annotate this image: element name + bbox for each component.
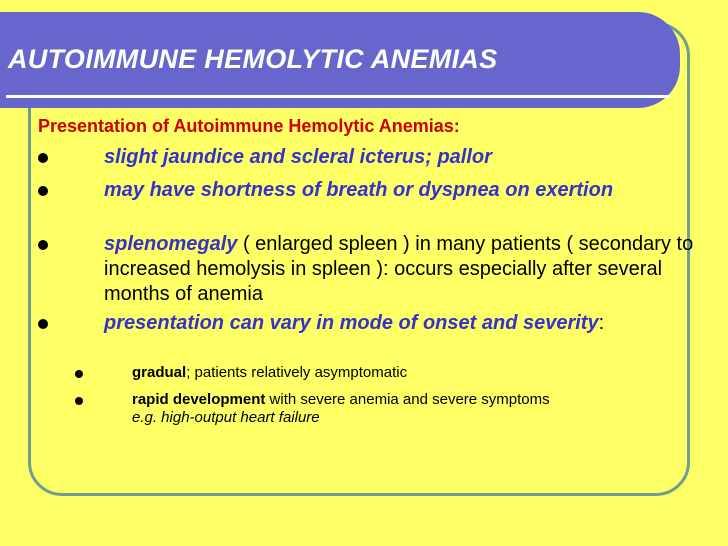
bullet-emphasis: may have shortness of breath or dyspnea on exertion <box>104 179 614 201</box>
bullet-text <box>104 232 694 307</box>
bullet-emphasis: slight jaundice and scleral icterus; pallor <box>104 146 492 168</box>
bullet-dot-icon <box>38 153 48 163</box>
bullet-dot-icon <box>38 240 48 250</box>
slide-title: AUTOIMMUNE HEMOLYTIC ANEMIAS <box>8 44 498 74</box>
sub-bullet-rest: ; patients relatively asymptomatic <box>186 364 408 381</box>
sub-bullet-bold: rapid development <box>132 391 266 408</box>
bullet-text <box>104 178 644 203</box>
section-heading: Presentation of Autoimmune Hemolytic Anemias: <box>38 116 460 136</box>
bullet-dot-icon <box>38 319 48 329</box>
sub-bullet-note: e.g. high-output heart failure <box>132 409 320 426</box>
sub-bullet-dot-icon <box>75 397 83 405</box>
bullet-text <box>104 311 624 336</box>
sub-bullet-rest: with severe anemia and severe symptoms <box>265 391 550 408</box>
bullet-rest: ( enlarged spleen ) in many patients ( secondary to increased hemolysis in spleen ): occurs especially after several months of anemia <box>104 233 694 305</box>
sub-bullet-dot-icon <box>75 370 83 378</box>
bullet-emphasis: presentation can vary in mode of onset and severity <box>104 312 599 334</box>
bullet-rest: : <box>598 312 605 334</box>
bullet-dot-icon <box>38 186 48 196</box>
sub-bullet-bold: gradual <box>132 364 187 381</box>
bullet-emphasis: splenomegaly <box>104 233 238 255</box>
sub-bullet-text <box>132 391 612 427</box>
sub-bullet-text <box>132 364 652 382</box>
bullet-text <box>104 145 704 170</box>
